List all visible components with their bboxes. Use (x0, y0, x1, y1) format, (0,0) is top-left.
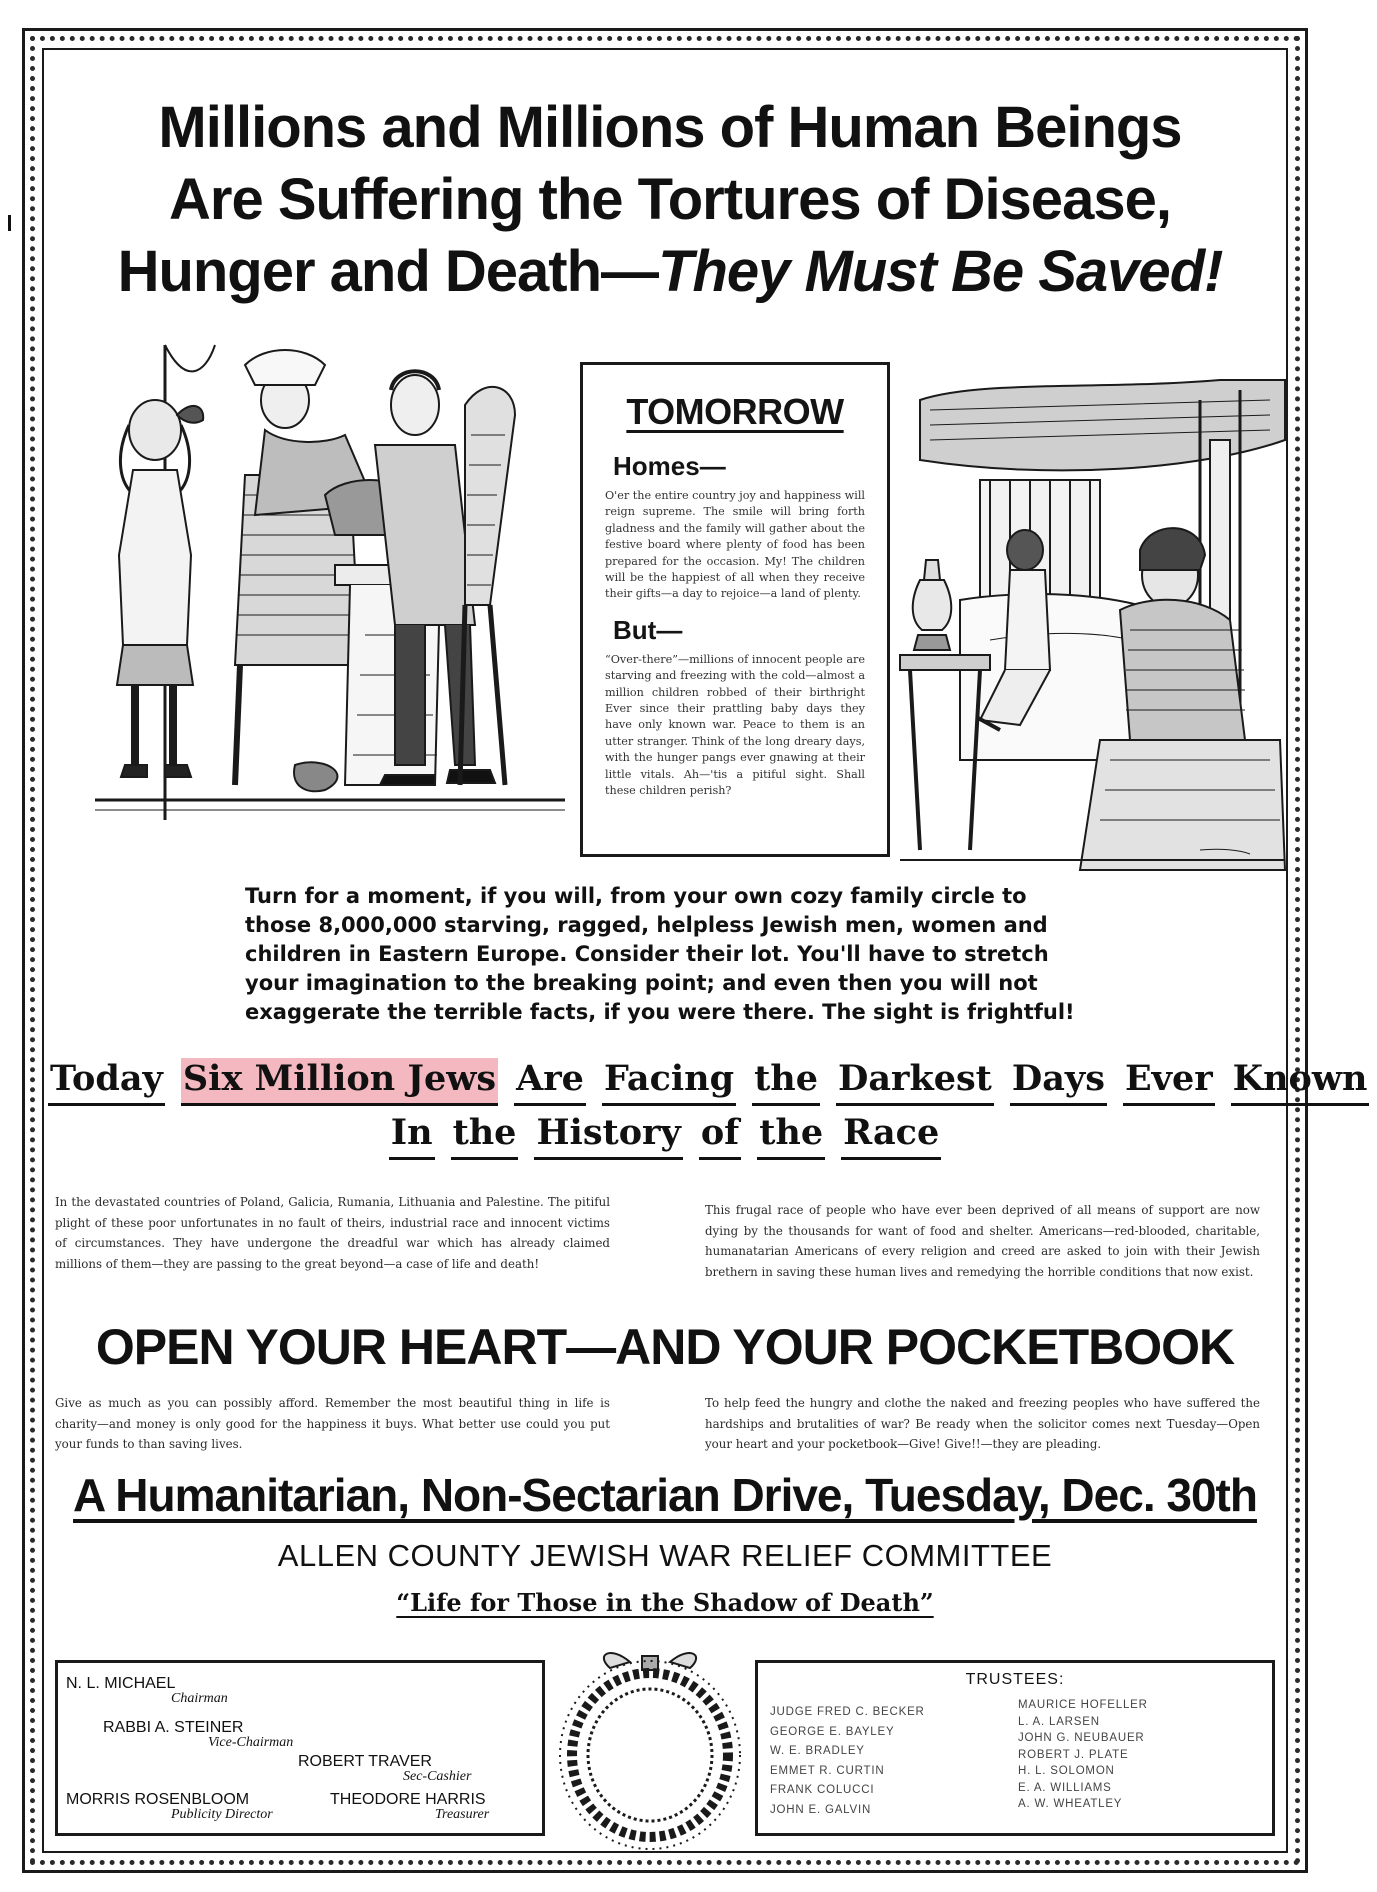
officer-name: THEODORE HARRIS (330, 1791, 486, 1808)
headline (60, 92, 1280, 308)
officer-title: Sec-Cashier (403, 1769, 472, 1784)
right-column-paragraph-2: To help feed the hungry and clothe the naked and freezing peoples who have suffered the hardships and brutalities of war? Be ready when the solicitor comes next Tuesday—Open your heart and your pocketbook—Give! Give!!—they are pleading. (705, 1396, 1260, 1452)
banner-word: Known (1231, 1058, 1370, 1106)
banner-word: of (699, 1112, 741, 1160)
banner-word: the (757, 1112, 825, 1160)
but-heading: But— (613, 614, 683, 645)
banner-word: Days (1010, 1058, 1107, 1106)
motto-text: “Life for Those in the Shadow of Death” (396, 1588, 934, 1617)
banner-word: the (451, 1112, 519, 1160)
trustee-name: W. E. BRADLEY (770, 1745, 865, 1757)
bedside-scene-illustration (900, 380, 1285, 870)
banner-word: Today (48, 1058, 165, 1106)
officer-name: RABBI A. STEINER (103, 1719, 244, 1736)
officer-name: MORRIS ROSENBLOOM (66, 1791, 250, 1808)
banner-word: Race (841, 1112, 941, 1160)
tomorrow-box (580, 362, 890, 857)
trustee-name: A. W. WHEATLEY (1018, 1798, 1123, 1810)
right-column-paragraph-1: This frugal race of people who have ever been deprived of all means of support are now dying by the thousands for want of food and shelter. Americans—red-blooded, charitable, humanatarian Americans of every religion and creed are asked to join with their Jewish brethern in saving these human lives and remedying the horrible conditions that now exist. (705, 1203, 1260, 1279)
officer-name: ROBERT TRAVER (298, 1753, 432, 1770)
trustees-list-1 (770, 1703, 925, 1820)
trustees-heading: TRUSTEES: (965, 1671, 1065, 1688)
banner-word: Facing (602, 1058, 736, 1106)
trustee-name: JOHN G. NEUBAUER (1018, 1732, 1145, 1744)
trustee-name: MAURICE HOFELLER (1018, 1699, 1148, 1711)
intro-paragraph: Turn for a moment, if you will, from your own cozy family circle to those 8,000,000 starving, ragged, helpless Jewish men, women and children in Eastern Europe. Consider their lot. You'll have to stretch your imagination to the breaking point; and even then you will not exaggerate the terrible facts, if you were there. The sight is frightful! (245, 884, 1075, 1024)
trustee-name: ROBERT J. PLATE (1018, 1748, 1129, 1761)
homes-text: O'er the entire country joy and happiness will reign supreme. The smile will bring forth gladness and the family will gather about the festive board where plenty of food has been prepared for the occasion. My! The children will be the happiest of all when they receive their gifts—a day to rejoice—a land of plenty. (605, 489, 865, 601)
dinner-scene-illustration (95, 345, 565, 820)
trustee-name: H. L. SOLOMON (1018, 1765, 1115, 1777)
banner-line-2 (40, 1112, 1290, 1160)
officers-box (55, 1660, 545, 1836)
margin-mark (8, 215, 11, 231)
dinner-scene-drawing (95, 345, 565, 820)
officer-sec-cashier (298, 1753, 471, 1785)
banner-word: Are (514, 1058, 586, 1106)
headline-line-3b: They Must Be Saved! (658, 239, 1223, 304)
banner-highlighted-phrase: Six Million Jews (181, 1058, 498, 1106)
homes-heading: Homes— (613, 451, 726, 481)
wreath-icon (550, 1640, 750, 1850)
trustees-box (755, 1660, 1275, 1836)
headline-line-1: Millions and Millions of Human Beings (158, 95, 1182, 160)
trustee-name: L. A. LARSEN (1018, 1715, 1100, 1728)
officer-name: N. L. MICHAEL (66, 1675, 176, 1692)
officer-treasurer (330, 1791, 489, 1823)
officer-chairman (66, 1675, 228, 1707)
committee-name: ALLEN COUNTY JEWISH WAR RELIEF COMMITTEE (277, 1538, 1053, 1573)
headline-line-3a: Hunger and Death— (117, 239, 659, 304)
officer-vice-chairman (103, 1719, 293, 1751)
trustee-name: JOHN E. GALVIN (770, 1803, 872, 1816)
trustees-list-2 (1018, 1697, 1148, 1813)
headline-line-3 (60, 236, 1280, 308)
banner-line-1 (40, 1058, 1368, 1106)
tomorrow-title: TOMORROW (626, 391, 844, 432)
open-heart-headline: OPEN YOUR HEART—AND YOUR POCKETBOOK (95, 1319, 1235, 1375)
trustee-name: GEORGE E. BAYLEY (770, 1725, 895, 1738)
officer-title: Chairman (171, 1691, 228, 1706)
left-column-paragraph-1: In the devastated countries of Poland, Galicia, Rumania, Lithuania and Palestine. The pitiful plight of these poor unfortunates in no fault of theirs, industrial race and innocent victims of circumstances. They have undergone the dreadful war which has already claimed millions of them—they are passing to the great beyond—a case of life and death! (55, 1195, 610, 1271)
bedside-scene-drawing (900, 380, 1285, 870)
officer-title: Vice-Chairman (208, 1735, 294, 1750)
officer-title: Publicity Director (171, 1807, 273, 1822)
but-text: “Over-there”—millions of innocent people are starving and freezing with the cold—almost a million children robbed of their birthright Ever since their prattling baby days they have only known war. Peace to them is an utter stranger. Think of the long dreary days, with the hunger pangs ever gnawing at their little vitals. Ah—'tis a pitiful sight. Shall these children perish? (605, 652, 865, 798)
banner-word: Darkest (836, 1058, 994, 1106)
banner-word: In (389, 1112, 435, 1160)
drive-headline: A Humanitarian, Non-Sectarian Drive, Tuesday, Dec. 30th (73, 1469, 1257, 1521)
trustee-name: JUDGE FRED C. BECKER (770, 1706, 925, 1718)
trustee-name: FRANK COLUCCI (770, 1784, 875, 1796)
trustee-name: E. A. WILLIAMS (1018, 1781, 1112, 1794)
trustee-name: EMMET R. CURTIN (770, 1764, 885, 1777)
left-column-paragraph-2: Give as much as you can possibly afford. Remember the most beautiful thing in life is charity—and money is only good for the happiness it buys. What better use could you put your funds to than saving lives. (55, 1396, 610, 1452)
officer-publicity-director (66, 1791, 273, 1823)
banner-word: History (534, 1112, 682, 1160)
banner-word: the (752, 1058, 820, 1106)
headline-line-2: Are Suffering the Tortures of Disease, (169, 167, 1171, 232)
wreath-drawing (550, 1640, 750, 1850)
banner-word: Ever (1123, 1058, 1215, 1106)
motto (40, 1588, 1290, 1617)
officer-title: Treasurer (435, 1807, 490, 1822)
